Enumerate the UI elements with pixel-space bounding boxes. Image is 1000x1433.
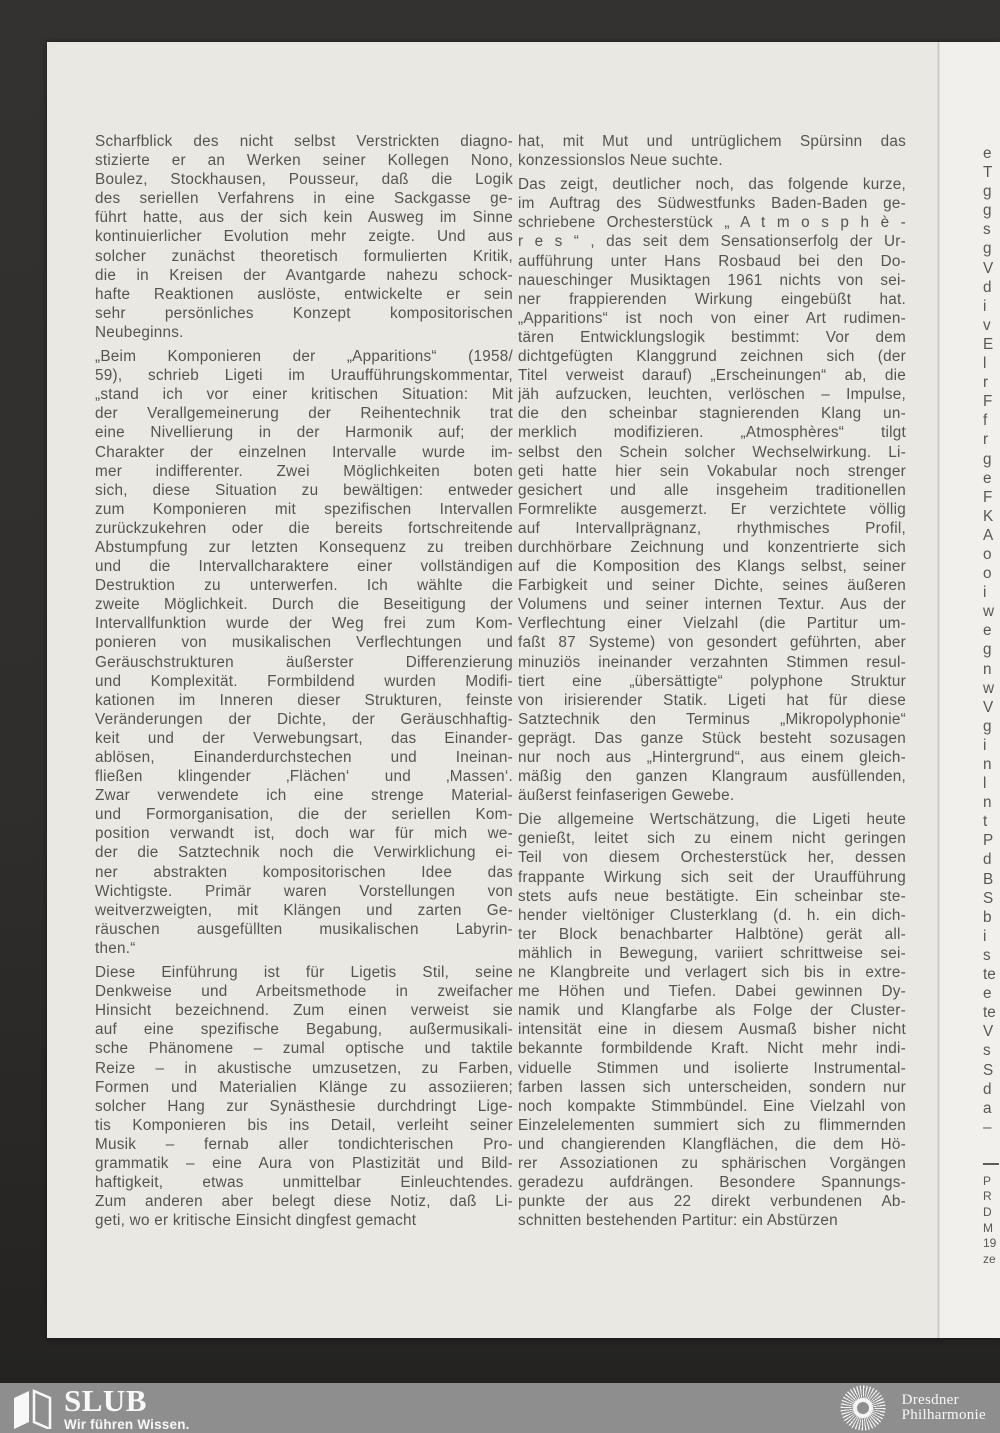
text-line: genießt, leitet sich zu einem nicht geringen — [518, 830, 906, 848]
text-line: Veränderungen der Dichte, der Geräuschhaftig- — [95, 710, 513, 728]
text-line: namik und Klangfarbe als Folge der Cluster- — [518, 1002, 906, 1020]
paragraph — [95, 347, 513, 958]
text-line: Teil von diesem Orchesterstück her, dessen — [518, 849, 906, 867]
slub-logo — [12, 1383, 190, 1432]
edge-fragment: T — [983, 164, 993, 182]
text-line: konzessionslos Neue suchte. — [518, 152, 723, 170]
edge-fragment: – — [983, 1118, 992, 1136]
paragraph — [518, 810, 906, 1230]
edge-fragment: g — [983, 641, 992, 659]
text-line: hat, mit Mut und untrüglichem Spürsinn das — [518, 133, 906, 150]
slub-tagline: Wir führen Wissen. — [64, 1417, 190, 1432]
text-line: ponieren von musikalischen Verflechtungen und — [95, 634, 513, 652]
edge-fragment: V — [983, 1023, 994, 1041]
edge-fragment: r — [983, 374, 989, 392]
edge-fragment: F — [983, 488, 993, 506]
edge-fragment: E — [983, 335, 994, 353]
text-line: rer Assoziationen zu sphärischen Vorgängen — [518, 1154, 906, 1172]
edge-footnote-fragments — [983, 1174, 1000, 1268]
left-text-column — [95, 132, 513, 1230]
edge-fragment: B — [983, 870, 994, 888]
edge-fragment: n — [983, 660, 992, 678]
right-text-column — [518, 132, 906, 1230]
text-line: Abstumpfung zur letzten Konsequenz zu treiben — [95, 538, 513, 556]
text-line: geprägt. Das ganze Stück besteht sozusagen — [518, 729, 906, 747]
text-line: 59), schrieb Ligeti im Uraufführungskommentar, — [95, 367, 513, 385]
text-line: räuschen ausgefüllten musikalischen Labyrin- — [95, 920, 513, 938]
text-line: nur noch aus „Hintergrund“, aus einem gleich- — [518, 749, 906, 766]
text-line: dichtgefügten Klanggrund zeichnen sich (der — [518, 348, 906, 366]
edge-fragment: i — [983, 927, 987, 945]
scan-page — [47, 42, 1000, 1338]
slub-wordmark: SLUB — [64, 1383, 147, 1418]
text-line: Zum anderen aber belegt diese Notiz, daß Li- — [95, 1193, 513, 1211]
edge-fragment: A — [983, 526, 994, 544]
footnote-rule — [983, 1163, 999, 1165]
text-line: tiert eine „übersättigte“ polyphone Struktur — [518, 672, 906, 690]
text-line: minuziös ineinander verzahnten Stimmen resul- — [518, 653, 906, 671]
text-line: me Höhen und Tiefen. Dabei gewinnen Dy- — [518, 983, 906, 1001]
edge-fragment: i — [983, 736, 987, 754]
edge-fragment: f — [983, 412, 988, 430]
text-line: auf eine spezifische Begabung, außermusikali- — [95, 1021, 513, 1039]
edge-fragment: P — [983, 832, 994, 850]
page-fold — [937, 42, 940, 1338]
paragraph — [95, 963, 513, 1230]
edge-fragment: R — [983, 1189, 992, 1204]
text-line: zurückzukehren oder die bereits fortschreitende — [95, 519, 513, 537]
edge-fragments — [983, 144, 1000, 1137]
text-line: ne Klangbreite und verlagert sich bis in extre- — [518, 964, 906, 982]
text-line: „Beim Komponieren der „Apparitions“ (1958/ — [95, 348, 513, 366]
text-line: auf Intervallprägnanz, rhythmisches Profil, — [518, 519, 906, 537]
edge-fragment: g — [983, 202, 992, 220]
edge-fragment: d — [983, 851, 992, 869]
text-line: äußerst feinfaserigen Gewebe. — [518, 787, 735, 805]
text-line: ablösen, Einanderdurchstechen und Ineinan- — [95, 749, 513, 766]
text-line: bekannte formbildende Kraft. Nicht mehr indi- — [518, 1040, 906, 1058]
text-line: punkte der aus 22 direkt verbundenen Ab- — [518, 1193, 906, 1211]
text-line: auf die Komposition des Klangs selbst, seiner — [518, 558, 906, 576]
text-line: Formrelikte ausgemerzt. Er verzichtete völlig — [518, 500, 906, 518]
edge-fragment: e — [983, 145, 992, 162]
clipped-next-column — [983, 144, 1000, 1324]
text-line: kontinuierlicher Evolution mehr zeigte. Und aus — [95, 228, 513, 246]
text-line: geti, wo er kritische Einsicht dingfest gemacht — [95, 1212, 417, 1230]
text-line: zum Komponieren mit spezifischen Intervallen — [95, 500, 513, 518]
edge-fragment: d — [983, 1080, 992, 1098]
text-line: die in Kreisen der Avantgarde nahezu schock- — [95, 266, 513, 284]
text-line: weitverzweigten, mit Klängen und zarten Ge- — [95, 901, 513, 919]
text-line: grammatik – eine Aura von Plastizität und Bild- — [95, 1154, 513, 1172]
text-line: und die Intervallcharaktere einer vollständigen — [95, 558, 513, 576]
edge-fragment: s — [983, 946, 991, 964]
edge-fragment: t — [983, 813, 988, 831]
text-line: eine Nivellierung in der Harmonik auf; der — [95, 424, 513, 442]
text-line: im Auftrag des Südwestfunks Baden-Baden ge- — [518, 195, 906, 213]
text-line: jäh aufzucken, leuchten, verlöschen – Impulse, — [518, 386, 906, 404]
edge-fragment: 19 — [983, 1236, 997, 1251]
edge-fragment: o — [983, 545, 992, 563]
text-line: schriebene Orchesterstück „ A t m o s p h è - — [518, 214, 906, 232]
text-line: durchhörbare Zeichnung und konzentrierte sich — [518, 538, 906, 556]
edge-fragment: te — [983, 1004, 996, 1022]
edge-fragment: e — [983, 469, 992, 487]
edge-fragment: n — [983, 794, 992, 812]
text-line: Denkweise und Arbeitsmethode in zweifacher — [95, 983, 513, 1001]
text-line: Charakter der einzelnen Intervalle wurde im- — [95, 443, 513, 461]
text-line: Zwar verwendete ich eine strenge Material- — [95, 787, 513, 805]
text-line: aufführung unter Hans Rosbaud bei den Do- — [518, 252, 906, 270]
edge-fragment: b — [983, 908, 992, 926]
text-line: geti hatte hier sein Vokabular noch strenger — [518, 462, 906, 480]
text-line: solcher zunächst theoretisch formulierten Kritik, — [95, 247, 513, 265]
text-line: und Formorganisation, die der seriellen Kom- — [95, 806, 513, 824]
edge-fragment: V — [983, 698, 994, 716]
paragraph — [518, 175, 906, 805]
edge-fragment: g — [983, 450, 992, 468]
text-line: viduelle Stimmen und isolierte Instrumental- — [518, 1059, 906, 1077]
text-line: der Verallgemeinerung der Reihentechnik trat — [95, 405, 513, 423]
text-line: des seriellen Verfahrens in eine Sackgasse ge- — [95, 190, 513, 208]
edge-fragment: r — [983, 431, 989, 449]
edge-fragment: d — [983, 278, 992, 296]
text-line: Reize – in akustische umzusetzen, zu Farben, — [95, 1059, 513, 1077]
text-line: Einzelelementen summiert sich zu flimmernden — [518, 1116, 906, 1134]
text-line: und changierenden Klangflächen, die dem Hö- — [518, 1135, 906, 1153]
text-line: hafte Reaktionen auslöste, entwickelte er sein — [95, 285, 513, 303]
text-line: merklich modifizieren. „Atmosphères“ tilgt — [518, 424, 906, 442]
edge-fragment: g — [983, 717, 992, 735]
text-line: Die allgemeine Wertschätzung, die Ligeti heute — [518, 811, 906, 829]
text-line: mählich in Bewegung, variiert schrittweise sei- — [518, 944, 906, 962]
text-line: Formen und Materialien Klänge zu assoziieren; — [95, 1078, 513, 1096]
philharmonie-starburst-icon — [840, 1385, 886, 1431]
edge-fragment: v — [983, 316, 991, 334]
text-line: zweite Möglichkeit. Durch die Beseitigung der — [95, 596, 513, 614]
edge-fragment: V — [983, 259, 994, 277]
philharmonie-wordmark — [902, 1393, 986, 1424]
text-line: intensität eine in diesem Ausmaß bisher nicht — [518, 1021, 906, 1039]
text-line: Satztechnik den Terminus „Mikropolyphonie“ — [518, 710, 906, 728]
text-line: Farbigkeit und seiner Dichte, seines äußeren — [518, 577, 906, 595]
text-line: Diese Einführung ist für Ligetis Stil, seine — [95, 964, 513, 982]
text-line: tis Komponieren bis ins Detail, verleiht seiner — [95, 1116, 513, 1134]
text-line: mer indifferenter. Zwei Möglichkeiten boten — [95, 462, 513, 480]
text-line: stizierte er an Werken seiner Kollegen Nono, — [95, 152, 513, 170]
edge-fragment: s — [983, 1042, 991, 1060]
text-line: mäßig den ganzen Klangraum ausfüllenden, — [518, 768, 906, 786]
edge-fragment: l — [983, 775, 987, 793]
text-line: faßt 87 Systeme) von gesondert geführten, aber — [518, 634, 906, 652]
footer-bar — [0, 1383, 1000, 1433]
text-line: selbst den Schein solcher Wechselwirkung. Li- — [518, 443, 906, 461]
text-line: geradezu aufdrängen. Besondere Spannungs- — [518, 1174, 906, 1192]
text-line: der die Satztechnik noch die Verwirklichung ei- — [95, 844, 513, 862]
text-line: die den scheinbar stagnierenden Klang un- — [518, 405, 906, 423]
edge-fragment: i — [983, 297, 987, 315]
text-line: Neubeginns. — [95, 323, 184, 341]
edge-fragment: n — [983, 756, 992, 773]
text-line: haftigkeit, etwas unmittelbar Einleuchtendes. — [95, 1174, 513, 1192]
text-line: position verwandt ist, doch war für mich we- — [95, 825, 513, 843]
text-line: ner frappierenden Wirkung eingebüßt hat. — [518, 290, 906, 308]
text-line: r e s “ , das seit dem Sensationserfolg der Ur- — [518, 233, 906, 251]
edge-fragment: l — [983, 355, 987, 373]
text-line: stets aufs neue bestätigte. Ein scheinbar ste- — [518, 887, 906, 905]
text-line: Titel verweist darauf) „Erscheinungen“ ab, die — [518, 367, 906, 385]
text-line: Volumens und seiner internen Textur. Aus der — [518, 596, 906, 614]
edge-fragment: o — [983, 565, 992, 583]
text-line: tären Entwicklungslogik bestimmt: Vor dem — [518, 328, 906, 346]
edge-fragment: M — [983, 1220, 993, 1235]
text-line: schnitten bestehenden Partitur: ein Abstürzen — [518, 1212, 838, 1230]
text-line: Scharfblick des nicht selbst Verstrickten diagno- — [95, 133, 513, 150]
text-line: kationen im Inneren dieser Strukturen, feinste — [95, 691, 513, 709]
text-line: Destruktion zu unterwerfen. Ich wählte die — [95, 577, 513, 595]
text-line: „Apparitions“ ist noch von einer Art rudimen- — [518, 309, 906, 327]
text-line: und Komplexität. Formbildend wurden Modifi- — [95, 672, 513, 690]
text-line: sich, diese Situation zu bewältigen: entweder — [95, 481, 513, 499]
text-line: solcher Hang zur Synästhesie durchdringt Lige- — [95, 1097, 513, 1115]
text-line: gesichert und alle insgeheim traditionellen — [518, 481, 906, 499]
edge-fragment: w — [983, 679, 995, 697]
edge-fragment: S — [983, 889, 994, 907]
text-line: hender vieltöniger Clusterklang (d. h. ein dich- — [518, 906, 906, 924]
text-line: Musik – fernab aller tondichterischen Pro- — [95, 1135, 513, 1153]
edge-fragment: D — [983, 1205, 992, 1220]
text-line: Boulez, Stockhausen, Pousseur, daß die Logik — [95, 171, 513, 189]
paragraph — [518, 132, 906, 170]
text-line: then.“ — [95, 939, 136, 957]
text-line: von irisierender Statik. Ligeti hat für diese — [518, 691, 906, 709]
philharmonie-line1: Dresdner — [901, 1391, 959, 1408]
edge-fragment: S — [983, 1061, 994, 1079]
text-line: keit und der Verwebungsart, das Einander- — [95, 729, 513, 747]
edge-fragment: a — [983, 1099, 992, 1117]
text-line: Das zeigt, deutlicher noch, das folgende kurze, — [518, 176, 906, 194]
edge-fragment: te — [983, 966, 996, 984]
text-line: Wichtigste. Primär waren Vorstellungen von — [95, 882, 513, 900]
text-line: sche Phänomene – zumal optische und taktile — [95, 1040, 513, 1058]
edge-fragment: e — [983, 622, 992, 640]
edge-fragment: s — [983, 221, 991, 239]
edge-fragment: F — [983, 393, 993, 411]
text-line: ner abstrakten kompositorischen Idee das — [95, 863, 513, 881]
text-line: führt hatte, aus der sich kein Ausweg im Sinne — [95, 209, 513, 227]
paragraph — [95, 132, 513, 342]
text-line: sehr persönliches Konzept kompositorischen — [95, 304, 513, 322]
text-line: frappante Wirkung sich seit der Uraufführung — [518, 868, 906, 886]
text-line: Verflechtung einer Vielzahl (die Partitur um- — [518, 615, 906, 633]
text-line: „stand ich vor einer kritischen Situation: Mit — [95, 386, 513, 404]
text-line: farben lassen sich unterscheiden, sondern nur — [518, 1078, 906, 1096]
edge-fragment: g — [983, 240, 992, 258]
philharmonie-line2: Philharmonie — [901, 1407, 986, 1423]
philharmonie-logo — [840, 1385, 986, 1431]
slub-book-icon — [12, 1389, 52, 1429]
text-line: Geräuschstrukturen äußerster Differenzierung — [95, 653, 513, 671]
edge-fragment: g — [983, 183, 992, 201]
text-line: Intervallfunktion wurde der Weg frei zum Kom- — [95, 615, 513, 633]
text-line: fließen klingender ‚Flächen‘ und ‚Massen‘. — [95, 768, 513, 786]
text-line: Hinsicht bezeichnend. Zum einen verweist sie — [95, 1002, 513, 1020]
text-line: noch kompakte Stimmbündel. Eine Vielzahl von — [518, 1097, 906, 1115]
edge-fragment: i — [983, 584, 987, 602]
edge-fragment: e — [983, 985, 992, 1003]
edge-fragment: P — [983, 1173, 992, 1188]
text-line: ter Block benachbarter Halbtöne) gerät all- — [518, 925, 906, 943]
edge-fragment: w — [983, 603, 995, 621]
edge-fragment: ze — [983, 1251, 996, 1266]
edge-fragment: K — [983, 507, 994, 525]
text-line: naueschinger Musiktagen 1961 nichts von sei- — [518, 271, 906, 289]
